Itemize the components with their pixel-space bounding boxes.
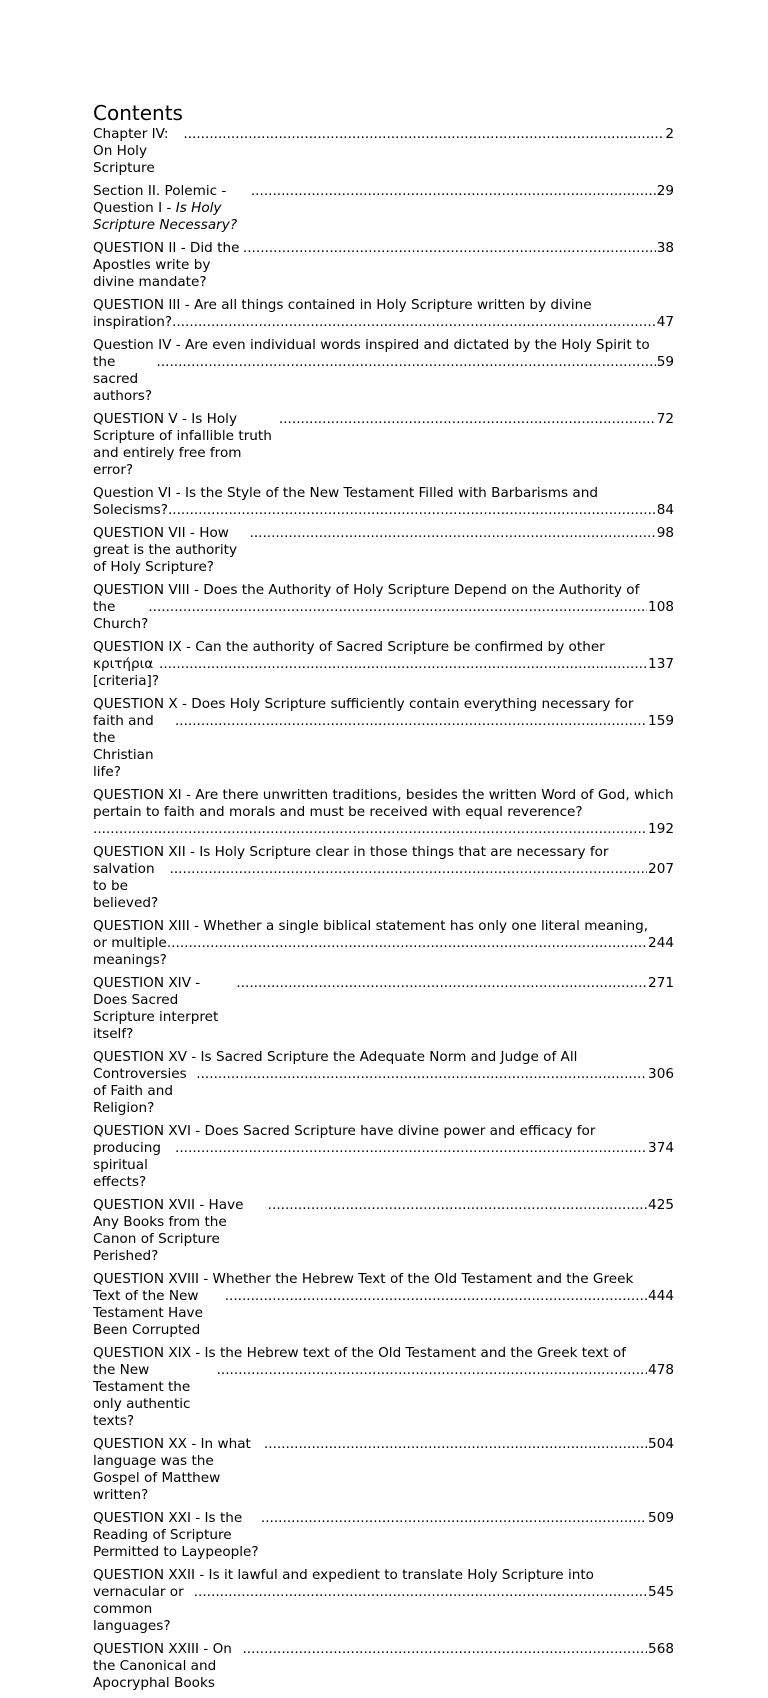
toc-entry-row [93,1436,674,1504]
toc-entry-text: QUESTION II - Did the Apostles write by divine mandate? [93,240,240,290]
dot-leader [172,314,656,331]
toc-entry-title [93,975,236,1043]
toc-page-number: 207 [648,861,674,877]
toc-entry-title [93,183,251,234]
toc-entry-row [93,126,674,177]
dot-leader [175,713,647,730]
toc-entry[interactable] [93,918,674,969]
toc-entry-title [93,240,243,291]
toc-page-number: 374 [648,1140,674,1156]
toc-entry-text: the Church? [93,599,149,632]
toc-entry-text: faith and the Christian life? [93,713,154,780]
toc-entry-title [93,1436,264,1504]
toc-page-number: 38 [656,240,674,256]
toc-page-number: 509 [648,1510,674,1526]
toc-entry-title [93,525,250,576]
toc-entry-row [93,861,674,912]
toc-entry-row [93,1362,674,1430]
toc-entry-row [93,935,674,969]
dot-leader [268,1197,647,1214]
toc-page-number: 2 [665,126,674,142]
toc-list [93,126,674,1692]
dot-leader [170,861,648,878]
toc-entry-title-line: QUESTION XXII - Is it lawful and expedient to translate Holy Scripture into [93,1567,594,1583]
toc-entry-title-line: QUESTION XVIII - Whether the Hebrew Text of the Old Testament and the Greek [93,1271,634,1287]
dot-leader [167,935,647,952]
toc-entry-title [93,599,148,633]
toc-entry-text: producing spiritual effects? [93,1140,161,1190]
toc-entry-row [93,354,674,405]
toc-entry-title [93,314,172,331]
toc-entry-row [93,1584,674,1635]
toc-entry-title-line: QUESTION XIX - Is the Hebrew text of the Old Testament and the Greek text of [93,1345,627,1361]
toc-entry-title-line: Question IV - Are even individual words inspired and dictated by the Holy Spirit to [93,337,650,353]
toc-entry-title [93,126,183,177]
toc-entry-title [93,1362,217,1430]
toc-entry[interactable] [93,525,674,576]
toc-entry-title-line: QUESTION VIII - Does the Authority of Holy Scripture Depend on the Authority of [93,582,640,598]
toc-page-number: 306 [648,1066,674,1082]
toc-entry-row [93,411,674,479]
toc-page-number: 47 [656,314,674,330]
toc-entry-row [93,525,674,576]
toc-entry-text: QUESTION XVII - Have Any Books from the Canon of Scripture Perished? [93,1197,244,1264]
toc-page-number: 137 [648,656,674,672]
toc-entry-text: or multiple meanings? [93,935,167,968]
toc-entry-title-line: QUESTION XV - Is Sacred Scripture the Adequate Norm and Judge of All [93,1049,578,1065]
toc-entry[interactable] [93,1510,674,1561]
toc-entry-text: QUESTION XXIII - On the Canonical and Apocryphal Books [93,1641,232,1691]
dot-leader [242,1641,647,1658]
toc-entry[interactable] [93,787,674,838]
toc-entry-row [93,1140,674,1191]
toc-entry-row [93,183,674,234]
toc-page-number: 568 [648,1641,674,1657]
toc-page-number: 271 [648,975,674,991]
dot-leader [194,1584,647,1601]
toc-entry-text: QUESTION XX - In what language was the Gospel of Matthew written? [93,1436,251,1503]
dot-leader [183,126,664,143]
toc-entry-italic: Is Holy Scripture Necessary? [93,200,238,233]
toc-entry[interactable] [93,240,674,291]
toc-entry[interactable] [93,411,674,479]
toc-page-number: 444 [648,1288,674,1304]
dot-leader [196,1066,647,1083]
toc-entry-row [93,502,674,519]
toc-entry-text: QUESTION XXI - Is the Reading of Scripture Permitted to Laypeople? [93,1510,259,1560]
toc-entry[interactable] [93,297,674,331]
toc-entry-row [93,1641,674,1692]
toc-page-number: 159 [648,713,674,729]
toc-entry-title-line: QUESTION XVI - Does Sacred Scripture have divine power and efficacy for [93,1123,596,1139]
dot-leader [251,183,656,200]
toc-entry[interactable] [93,1567,674,1635]
toc-entry[interactable] [93,1049,674,1117]
toc-entry[interactable] [93,696,674,781]
toc-entry-text: Section II. Polemic - Question I - [93,183,227,216]
toc-entry-row [93,975,674,1043]
toc-entry-text: the sacred authors? [93,354,153,404]
dot-leader [217,1362,647,1379]
dot-leader [157,354,656,371]
toc-entry-text: QUESTION VII - How great is the authority of Holy Scripture? [93,525,238,575]
toc-entry-title [93,656,159,690]
toc-entry-row [93,1066,674,1117]
toc-entry-row [93,1197,674,1265]
toc-entry-title-line: QUESTION X - Does Holy Scripture sufficiently contain everything necessary for [93,696,634,712]
toc-page-number: 84 [656,502,674,518]
toc-entry-title [93,1288,225,1339]
toc-entry-text: Text of the New Testament Have Been Corrupted [93,1288,203,1338]
dot-leader [264,1436,647,1453]
toc-entry-title-line: QUESTION XIII - Whether a single biblical statement has only one literal meaning, [93,918,649,934]
toc-entry[interactable] [93,183,674,234]
toc-entry-row [93,599,674,633]
dot-leader [279,411,656,428]
toc-entry-title [93,1140,175,1191]
toc-entry-title [93,1510,261,1561]
toc-entry-title [93,713,175,781]
toc-entry-title-line: QUESTION XII - Is Holy Scripture clear in those things that are necessary for [93,844,609,860]
dot-leader [243,240,656,257]
toc-entry[interactable] [93,337,674,405]
toc-entry-title [93,935,167,969]
toc-entry-row [93,314,674,331]
toc-entry-title [93,354,157,405]
toc-entry-row [93,1288,674,1339]
toc-entry-text: salvation to be believed? [93,861,159,911]
toc-entry-text: vernacular or common languages? [93,1584,184,1634]
dot-leader [93,821,647,838]
toc-entry-title-line: Question VI - Is the Style of the New Testament Filled with Barbarisms and [93,485,598,501]
dot-leader [148,599,647,616]
toc-entry-title [93,502,168,519]
toc-entry-title [93,1584,194,1635]
toc-entry-text: Solecisms? [93,502,168,518]
toc-entry-row [93,240,674,291]
toc-entry[interactable] [93,1436,674,1504]
dot-leader [236,975,647,992]
dot-leader [225,1288,647,1305]
toc-entry[interactable] [93,1271,674,1339]
dot-leader [261,1510,647,1527]
toc-entry-title [93,1066,196,1117]
toc-entry-title-line: QUESTION IX - Can the authority of Sacred Scripture be confirmed by other [93,639,605,655]
toc-entry[interactable] [93,485,674,519]
toc-entry[interactable] [93,1197,674,1265]
toc-page-number: 478 [648,1362,674,1378]
toc-entry[interactable] [93,639,674,690]
toc-entry-text: inspiration? [93,314,173,330]
dot-leader [159,656,647,673]
toc-entry[interactable] [93,844,674,912]
toc-page-number: 108 [648,599,674,615]
toc-entry-title-line: QUESTION XI - Are there unwritten traditions, besides the written Word of God, which pertain to faith and morals and must be received with equal reverence? [93,787,674,820]
toc-entry[interactable] [93,1123,674,1191]
dot-leader [175,1140,647,1157]
toc-entry-text: Chapter IV: On Holy Scripture [93,126,169,176]
toc-page-number: 72 [656,411,674,427]
toc-entry-title [93,1641,242,1692]
toc-entry-text: QUESTION V - Is Holy Scripture of infallible truth and entirely free from error? [93,411,272,478]
toc-entry-title [93,411,279,479]
toc-entry[interactable] [93,1641,674,1692]
dot-leader [168,502,656,519]
toc-page-number: 29 [656,183,674,199]
dot-leader [250,525,656,542]
toc-entry[interactable] [93,1345,674,1430]
toc-page-number: 244 [648,935,674,951]
document-page [93,100,674,1698]
toc-page-number: 192 [648,821,674,837]
toc-entry-text: κριτήρια [criteria]? [93,656,160,689]
toc-entry-text: Controversies of Faith and Religion? [93,1066,187,1116]
toc-entry-title [93,1197,268,1265]
toc-entry-title [93,861,170,912]
toc-entry[interactable] [93,126,674,177]
toc-entry-text: the New Testament the only authentic texts? [93,1362,191,1429]
toc-entry[interactable] [93,582,674,633]
toc-entry[interactable] [93,975,674,1043]
toc-entry-row [93,656,674,690]
toc-page-number: 98 [656,525,674,541]
toc-entry-row [93,821,674,838]
toc-entry-row [93,713,674,781]
toc-page-number: 545 [648,1584,674,1600]
toc-entry-text: QUESTION XIV - Does Sacred Scripture interpret itself? [93,975,219,1042]
toc-entry-title-line: QUESTION III - Are all things contained in Holy Scripture written by divine [93,297,592,313]
toc-entry-row [93,1510,674,1561]
toc-page-number: 59 [656,354,674,370]
page-title: Contents [93,101,183,125]
toc-page-number: 504 [648,1436,674,1452]
toc-page-number: 425 [648,1197,674,1213]
